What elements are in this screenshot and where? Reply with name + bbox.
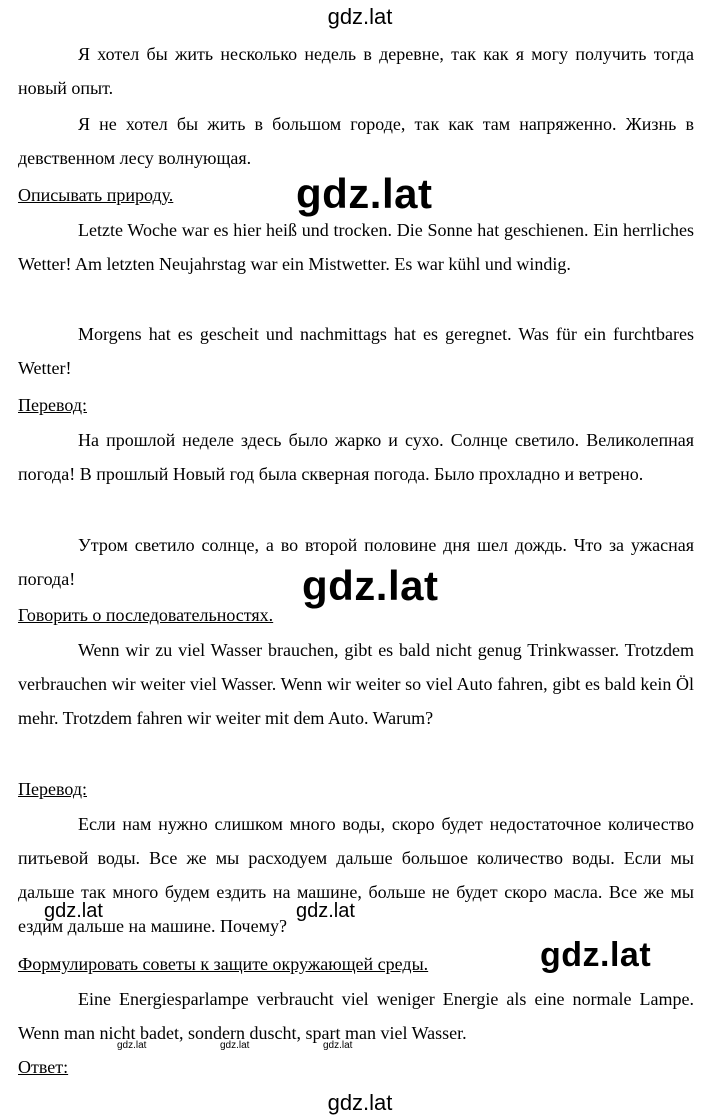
paragraph-1: [18, 37, 694, 105]
paragraph-1-text: Я хотел бы жить несколько недель в деревне, так как я могу получить тогда новый опыт.: [18, 44, 694, 98]
watermark-small-2: gdz.lat: [220, 1040, 250, 1051]
watermark-small-1: gdz.lat: [117, 1040, 147, 1051]
heading-text: Формулировать советы к защите окружающей среды.: [18, 954, 429, 974]
paragraph-5: [18, 423, 694, 491]
paragraph-5-text: На прошлой неделе здесь было жарко и сухо. Солнце светило. Великолепная погода! В прошлый Новый год была скверная погода. Было прохладно и ветрено.: [18, 430, 694, 484]
watermark-top: gdz.lat: [327, 4, 393, 29]
heading-text: Перевод:: [18, 395, 87, 415]
heading-translation-2: [18, 772, 694, 806]
paragraph-2-text: Я не хотел бы жить в большом городе, так как там напряженно. Жизнь в девственном лесу волнующая.: [18, 114, 694, 168]
heading-answer: [18, 1050, 694, 1084]
paragraph-7-text: Wenn wir zu viel Wasser brauchen, gibt es bald nicht genug Trinkwasser. Trotzdem verbrauchen wir weiter viel Wasser. Wenn wir weiter so viel Auto fahren, gibt es bald kein Öl mehr. Trotzdem fahren wir weiter mit dem Auto. Warum?: [18, 640, 694, 728]
watermark-mid-1: gdz.lat: [44, 900, 103, 922]
watermark-large-3: gdz.lat: [540, 936, 652, 974]
paragraph-8-text: Если нам нужно слишком много воды, скоро будет недостаточное количество питьевой воды. Все же мы расходуем дальше большое количество воды. Если мы дальше так много будем ездить на машине, больше не будет скоро масла. Все же мы ездим дальше на машине. Почему?: [18, 814, 694, 936]
paragraph-7: [18, 633, 694, 735]
watermark-bottom: gdz.lat: [327, 1090, 393, 1115]
paragraph-3-text: Letzte Woche war es hier heiß und trocken. Die Sonne hat geschienen. Ein herrliches Wetter! Am letzten Neujahrstag war ein Mistwetter. Es war kühl und windig.: [18, 220, 694, 274]
paragraph-4-text: Morgens hat es gescheit und nachmittags hat es geregnet. Was für ein furchtbares Wetter!: [18, 324, 694, 378]
paragraph-6-text: Утром светило солнце, а во второй половине дня шел дождь. Что за ужасная погода!: [18, 535, 694, 589]
paragraph-2: [18, 107, 694, 175]
paragraph-9-text: Eine Energiesparlampe verbraucht viel weniger Energie als eine normale Lampe. Wenn man nicht badet, sondern duscht, spart man viel Wasser.: [18, 989, 694, 1043]
watermark-large-2: gdz.lat: [302, 562, 439, 609]
watermark-mid-2: gdz.lat: [296, 900, 355, 922]
watermark-large-1: gdz.lat: [296, 170, 433, 217]
heading-text: Говорить о последовательностях.: [18, 605, 274, 625]
heading-text: Перевод:: [18, 779, 87, 799]
watermark-small-3: gdz.lat: [323, 1040, 353, 1051]
paragraph-8: [18, 807, 694, 943]
heading-text: Описывать природу.: [18, 185, 174, 205]
paragraph-3: [18, 213, 694, 281]
paragraph-4: [18, 317, 694, 385]
heading-translation-1: [18, 388, 694, 422]
heading-text: Ответ:: [18, 1057, 69, 1077]
